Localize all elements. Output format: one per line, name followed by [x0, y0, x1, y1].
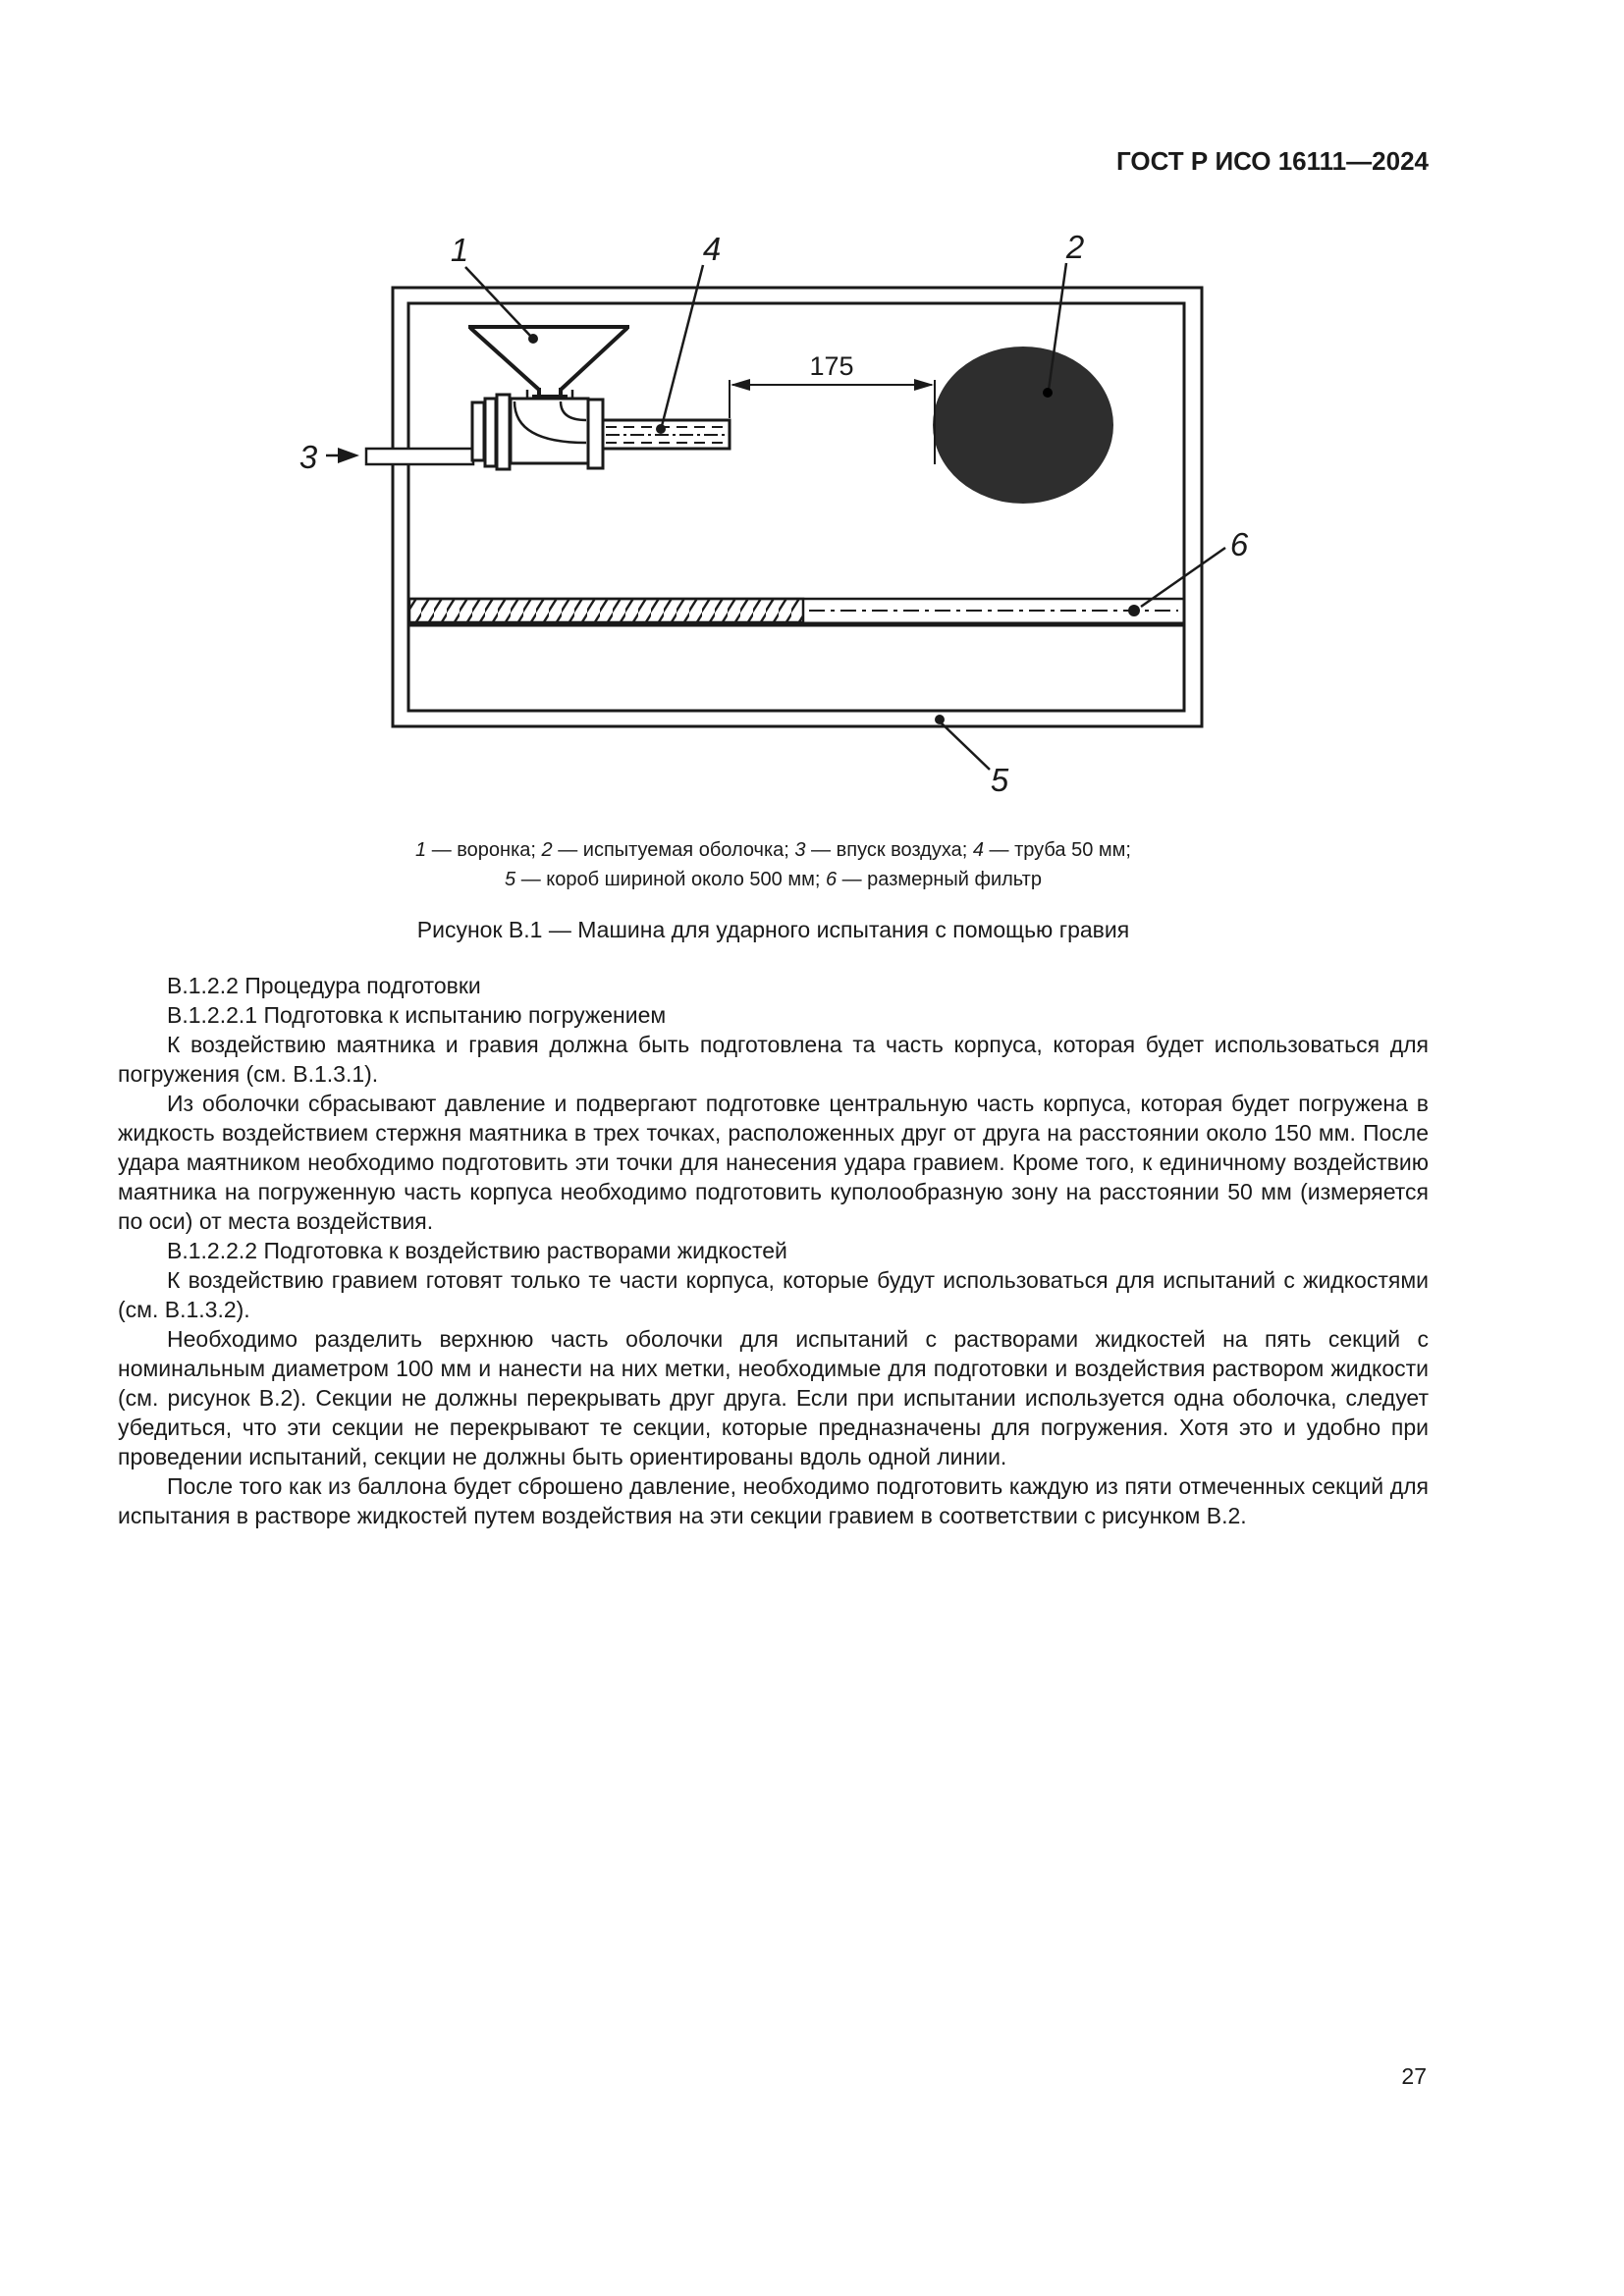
flange-plate — [472, 402, 484, 460]
page-number: 27 — [1401, 2063, 1427, 2089]
paragraph: Необходимо разделить верхнюю часть оболочки для испытаний с растворами жидкостей на пять секций с номинальным диаметром 100 мм и нанести на них метки, необходимые для подготовки и воздействия раствором жидкости (см. рисунок В.2). Секции не должны перекрывать друг друга. Если при испытании используется одна оболочка, следует убедиться, что эти секции не перекрывают те секции, которые предназначены для погружения. Хотя это и удобно при проведении испытаний, секции не должны быть ориентированы вдоль одной линии. — [118, 1326, 1429, 1469]
legend-num: 6 — [825, 869, 838, 890]
funnel — [468, 327, 629, 398]
legend-num: 5 — [505, 869, 516, 890]
figure-b1-diagram — [275, 221, 1316, 800]
callout-tube — [656, 231, 721, 434]
paragraph: После того как из баллона будет сброшено давление, необходимо подготовить каждую из пяти отмеченных секций для испытания в растворе жидкостей путем воздействия на эти секции гравием в соответствии с рисунком В.2. — [118, 1473, 1429, 1528]
callout-label-6: 6 — [1229, 526, 1249, 562]
filter-hatched-section — [409, 599, 803, 622]
legend-num: 3 — [794, 839, 806, 861]
flange-plate — [588, 400, 603, 468]
legend-text: — впуск воздуха; — [805, 839, 973, 861]
test-shell — [933, 347, 1113, 504]
flange-plate — [485, 399, 496, 466]
legend-text: — воронка; — [426, 839, 542, 861]
box-outer-wall — [393, 288, 1202, 726]
clause-heading: В.1.2.2 Процедура подготовки — [167, 973, 481, 998]
figure-title: Рисунок В.1 — Машина для ударного испытания с помощью гравия — [416, 917, 1130, 942]
legend-text: — короб шириной около 500 мм; — [515, 869, 826, 890]
valve-body — [511, 399, 588, 463]
dimension-arrow-right — [914, 379, 934, 391]
paragraph: Из оболочки сбрасывают давление и подвергают подготовке центральную часть корпуса, которая будет погружена в жидкость воздействием стержня маятника в трех точках, расположенных друг от друга на расстоянии около 150 мм. После удара маятником необходимо подготовить эти точки для нанесения удара гравием. Кроме того, к единичному воздействию маятника на погруженную часть корпуса необходимо подготовить куполообразную зону на расстоянии 50 мм (измеряется по оси) от места воздействия. — [118, 1091, 1429, 1234]
paragraph: К воздействию маятника и гравия должна быть подготовлена та часть корпуса, которая будет использоваться для погружения (см. В.1.3.1). — [118, 1032, 1429, 1087]
air-flow-arrow — [338, 448, 359, 463]
legend-text: — испытуемая оболочка; — [552, 839, 795, 861]
callout-air-inlet — [299, 439, 359, 475]
legend-num: 4 — [972, 839, 984, 861]
paragraph: К воздействию гравием готовят только те части корпуса, которые будут использоваться для испытаний с жидкостями (см. В.1.3.2). — [118, 1267, 1429, 1322]
clause-heading: В.1.2.2.2 Подготовка к воздействию растворами жидкостей — [167, 1238, 787, 1263]
dimension-value: 175 — [809, 351, 854, 381]
tube-50mm — [603, 420, 730, 449]
callout-filter — [1128, 526, 1249, 616]
valve-assembly — [472, 390, 603, 469]
figure-legend-line1 — [118, 835, 1429, 865]
filter-strip — [408, 599, 1184, 624]
dimension-175 — [730, 351, 935, 464]
figure-legend — [118, 835, 1429, 894]
standard-designation: ГОСТ Р ИСО 16111—2024 — [1116, 146, 1429, 176]
callout-label-5: 5 — [990, 762, 1009, 798]
air-inlet-pipe — [366, 449, 473, 464]
flange-plate — [497, 395, 510, 469]
legend-text: — размерный фильтр — [837, 869, 1042, 890]
callout-label-2: 2 — [1065, 229, 1085, 265]
legend-num: 2 — [541, 839, 553, 861]
legend-num: 1 — [415, 839, 427, 861]
callout-label-1: 1 — [450, 232, 469, 268]
callout-label-4: 4 — [702, 231, 722, 267]
figure-legend-line2 — [118, 865, 1429, 894]
dimension-arrow-left — [731, 379, 750, 391]
callout-label-3: 3 — [298, 439, 318, 475]
body-text — [118, 971, 1429, 1530]
clause-heading: В.1.2.2.1 Подготовка к испытанию погружением — [167, 1002, 667, 1028]
legend-text: — труба 50 мм; — [984, 839, 1131, 861]
